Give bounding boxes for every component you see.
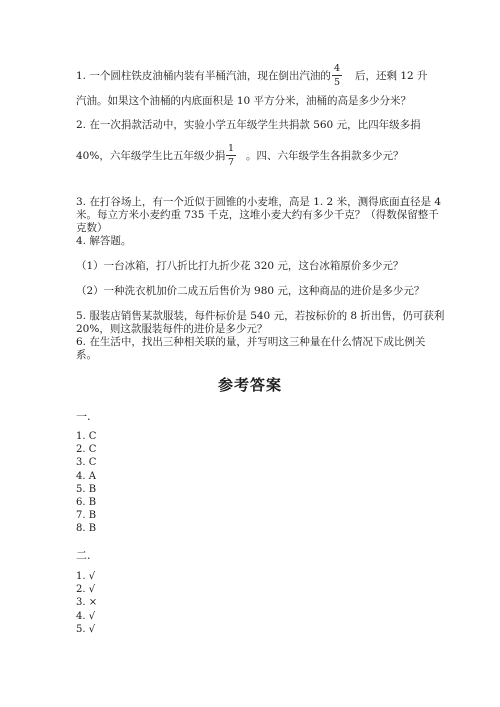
- q1-line-1-tail: [355, 69, 428, 83]
- answer-title: 参考答案: [217, 376, 282, 394]
- q1-line-1: [76, 69, 331, 83]
- q3-line-3: [76, 221, 108, 235]
- q5-line-2: [76, 322, 267, 336]
- q4-title-text: 4. 解答题。: [76, 235, 132, 247]
- q4-part-2: [76, 284, 424, 298]
- q2-line-2-tail: [246, 149, 404, 163]
- q3-line-2: [76, 208, 439, 222]
- answer-item: 8. B: [76, 523, 97, 535]
- q6-text-b: 系。: [76, 349, 97, 361]
- q1-fraction-numerator: 4: [333, 63, 341, 74]
- q2-line-1: [76, 118, 421, 132]
- answer-item: 5. B: [76, 483, 97, 495]
- q3-text-c: 克数）: [76, 222, 108, 234]
- q2-text-a: 2. 在一次捐款活动中，实验小学五年级学生共捐款 560 元，比四年级多捐: [76, 119, 421, 131]
- q5-text-b: 20%，则这款服装每件的进价是多少元？: [76, 323, 268, 335]
- q1-text-b: 后，还剩 12 升: [355, 70, 428, 82]
- q2-fraction-numerator: 1: [227, 143, 235, 154]
- answer-item: 2. √: [76, 584, 96, 596]
- q1-text-a: 1. 一个圆柱铁皮油桶内装有半桶汽油，现在倒出汽油的: [76, 70, 331, 82]
- q1-text-c: 汽油。如果这个油桶的内底面积是 10 平方分米，油桶的高是多少分米？: [76, 95, 412, 107]
- q5-text-a: 5. 服装店销售某款服装，每件标价是 540 元，若按标价的 8 折出售，仍可获利: [76, 310, 445, 322]
- q4-part-1-text: （1）一台冰箱，打八折比打九折少花 320 元，这台冰箱原价多少元？: [76, 260, 404, 272]
- answer-item: 6. B: [76, 497, 97, 509]
- q2-fraction-denominator: 7: [227, 157, 235, 168]
- answer-item: 3. ×: [76, 597, 98, 609]
- section-2-label: 二.: [76, 549, 91, 562]
- q5-line-1: [76, 309, 444, 323]
- fraction-bar: [332, 75, 342, 76]
- answer-item: 4. √: [76, 610, 96, 622]
- section-1-label: 一.: [76, 410, 91, 423]
- q4-part-1: [76, 259, 403, 273]
- q2-text-c: 。四、六年级学生各捐款多少元？: [246, 150, 404, 162]
- answer-item: 7. B: [76, 510, 97, 522]
- answer-item: 1. √: [76, 571, 96, 582]
- q6-text-a: 6. 在生活中，找出三种相关联的量，并写明这三种量在什么情况下成比例关: [76, 336, 426, 348]
- answer-item: 5. √: [76, 623, 96, 635]
- q6-line-2: [76, 348, 97, 362]
- q3-line-1: [76, 195, 441, 209]
- answer-item: 3. C: [76, 457, 97, 469]
- answer-item: 1. C: [76, 431, 97, 442]
- q4-part-2-text: （2）一种洗衣机加价二成五后售价为 980 元，这种商品的进价是多少元？: [76, 285, 425, 297]
- q6-line-1: [76, 335, 425, 349]
- section-2-answers: [76, 570, 97, 636]
- q1-fraction: [330, 63, 344, 88]
- answer-item: 2. C: [76, 444, 97, 456]
- q3-text-a: 3. 在打谷场上，有一个近似于圆锥的小麦堆，高是 1. 2 米，测得底面直径是 4: [76, 196, 442, 208]
- q3-text-b: 米。每立方米小麦约重 735 千克，这堆小麦大约有多少千克？（得数保留整千: [76, 209, 439, 221]
- q1-line-2: [76, 94, 411, 108]
- q1-fraction-denominator: 5: [333, 77, 341, 88]
- q2-line-2: [76, 149, 225, 163]
- answer-item: 4. A: [76, 470, 96, 482]
- q2-fraction: [224, 143, 238, 168]
- q2-text-b: 40%，六年级学生比五年级少捐: [76, 150, 226, 162]
- fraction-bar: [226, 155, 236, 156]
- section-1-answers: [76, 430, 96, 536]
- q4-title: [76, 234, 131, 248]
